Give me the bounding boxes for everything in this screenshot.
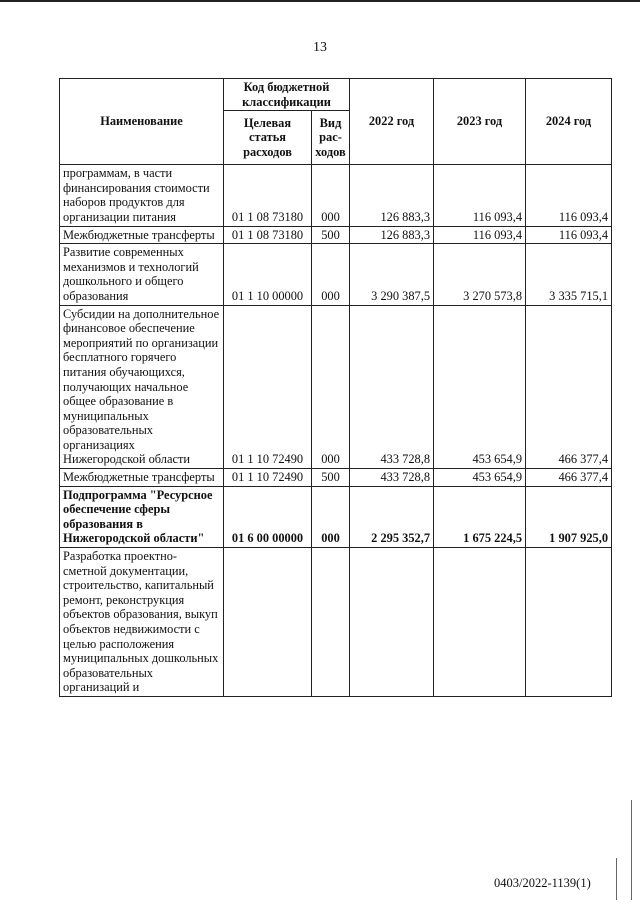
row-2023: 116 093,4 [434, 165, 526, 226]
row-kind: 000 [312, 486, 350, 547]
row-2023: 453 654,9 [434, 305, 526, 469]
row-kind: 000 [312, 244, 350, 305]
scan-edge-line [631, 800, 632, 900]
row-name: Подпрограмма "Ресурсное обеспечение сферы образования в Нижегородской области" [60, 486, 224, 547]
scan-edge-line [616, 858, 617, 900]
table-row [60, 305, 612, 469]
row-name: программам, в части финансирования стоимости наборов продуктов для организации питания [60, 165, 224, 226]
row-code: 01 1 08 73180 [224, 226, 312, 244]
header-name: Наименование [60, 79, 224, 165]
row-name: Межбюджетные трансферты [60, 469, 224, 487]
row-name: Разработка проектно-сметной документации, строительство, капитальный ремонт, реконструкция объектов образования, выкуп объектов недвижимости с целью расположения муниципальных дошкольных образовательных организаций и [60, 548, 224, 697]
row-2023: 116 093,4 [434, 226, 526, 244]
row-kind: 500 [312, 226, 350, 244]
row-2024: 1 907 925,0 [526, 486, 612, 547]
header-target-article: Целевая статья расходов [224, 111, 312, 165]
document-registration-number: 0403/2022-1139(1) [494, 876, 591, 890]
header-expense-kind: Вид рас-ходов [312, 111, 350, 165]
table-row [60, 548, 612, 697]
row-kind: 000 [312, 165, 350, 226]
row-2024 [526, 548, 612, 697]
row-name: Межбюджетные трансферты [60, 226, 224, 244]
row-name: Развитие современных механизмов и технологий дошкольного и общего образования [60, 244, 224, 305]
row-code: 01 1 10 72490 [224, 305, 312, 469]
row-2022: 433 728,8 [350, 469, 434, 487]
header-year-2024: 2024 год [526, 79, 612, 165]
header-budget-code-group: Код бюджетной классификации [224, 79, 350, 111]
row-kind [312, 548, 350, 697]
row-2023: 453 654,9 [434, 469, 526, 487]
row-2024: 3 335 715,1 [526, 244, 612, 305]
row-2023 [434, 548, 526, 697]
row-2024: 116 093,4 [526, 165, 612, 226]
row-code: 01 1 10 72490 [224, 469, 312, 487]
row-2024: 466 377,4 [526, 305, 612, 469]
header-year-2023: 2023 год [434, 79, 526, 165]
row-kind: 000 [312, 305, 350, 469]
table-row [60, 469, 612, 487]
row-2022: 2 295 352,7 [350, 486, 434, 547]
row-code: 01 1 10 00000 [224, 244, 312, 305]
row-2024: 116 093,4 [526, 226, 612, 244]
row-2022: 3 290 387,5 [350, 244, 434, 305]
row-2023: 3 270 573,8 [434, 244, 526, 305]
row-code: 01 6 00 00000 [224, 486, 312, 547]
table-row [60, 244, 612, 305]
row-code: 01 1 08 73180 [224, 165, 312, 226]
row-2023: 1 675 224,5 [434, 486, 526, 547]
row-2022: 126 883,3 [350, 165, 434, 226]
row-name: Субсидии на дополнительное финансовое обеспечение мероприятий по организации бесплатного горячего питания обучающихся, получающих начальное общее образование в муниципальных образовательных организациях Нижегородской области [60, 305, 224, 469]
budget-table [59, 78, 612, 697]
row-2022: 433 728,8 [350, 305, 434, 469]
top-border-line [0, 0, 640, 2]
table-row-subprogram [60, 486, 612, 547]
table-row [60, 165, 612, 226]
row-2022: 126 883,3 [350, 226, 434, 244]
row-2022 [350, 548, 434, 697]
row-2024: 466 377,4 [526, 469, 612, 487]
row-kind: 500 [312, 469, 350, 487]
header-year-2022: 2022 год [350, 79, 434, 165]
table-row [60, 226, 612, 244]
row-code [224, 548, 312, 697]
page-number: 13 [313, 40, 327, 55]
